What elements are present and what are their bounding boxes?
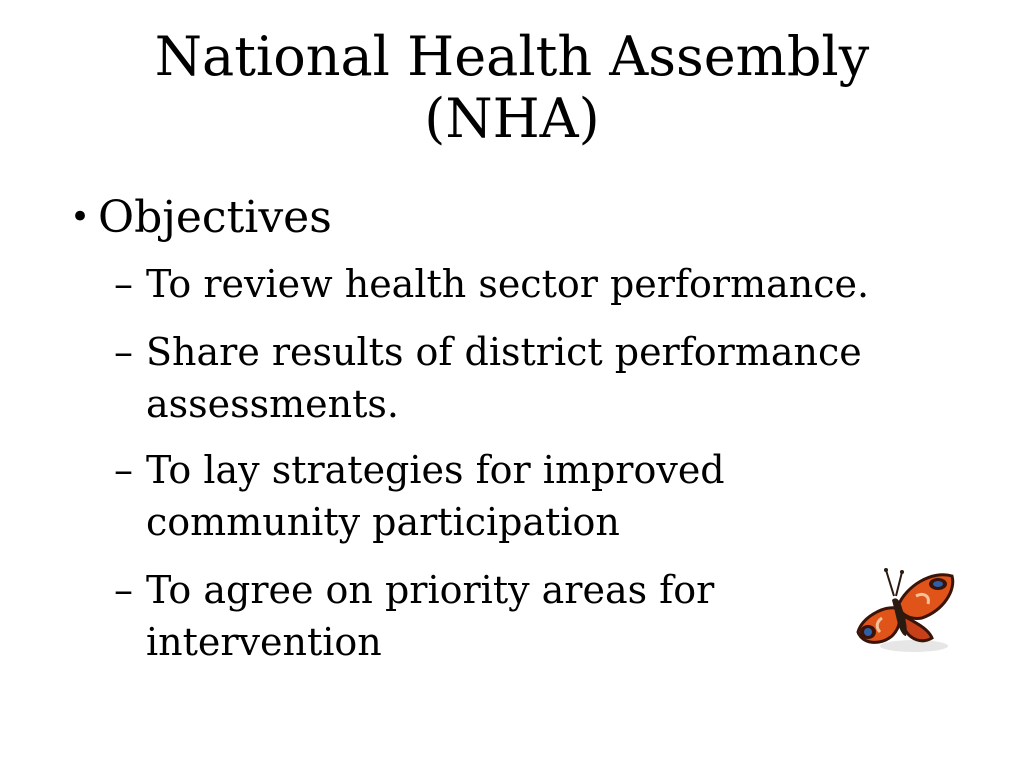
title-line-2: (NHA) bbox=[424, 87, 600, 150]
sub-item-text: To lay strategies for improved community participation bbox=[146, 448, 725, 544]
slide-title bbox=[60, 26, 964, 150]
sub-item-text: Share results of district performance assessments. bbox=[146, 330, 862, 426]
bullet-label: Objectives bbox=[98, 192, 332, 243]
sub-item-text: To review health sector performance. bbox=[146, 262, 870, 306]
dash-marker: – bbox=[114, 330, 133, 374]
sub-item-text: To agree on priority areas for intervention bbox=[146, 568, 715, 664]
sub-item bbox=[114, 564, 794, 668]
bullet-marker: • bbox=[70, 197, 91, 237]
dash-marker: – bbox=[114, 568, 133, 612]
title-line-1: National Health Assembly bbox=[154, 25, 870, 88]
bullet-objectives bbox=[70, 192, 332, 243]
sub-item bbox=[114, 258, 894, 310]
dash-marker: – bbox=[114, 448, 133, 492]
dash-marker: – bbox=[114, 262, 133, 306]
sub-item bbox=[114, 326, 894, 430]
sub-item bbox=[114, 444, 794, 548]
butterfly-icon bbox=[852, 566, 960, 656]
